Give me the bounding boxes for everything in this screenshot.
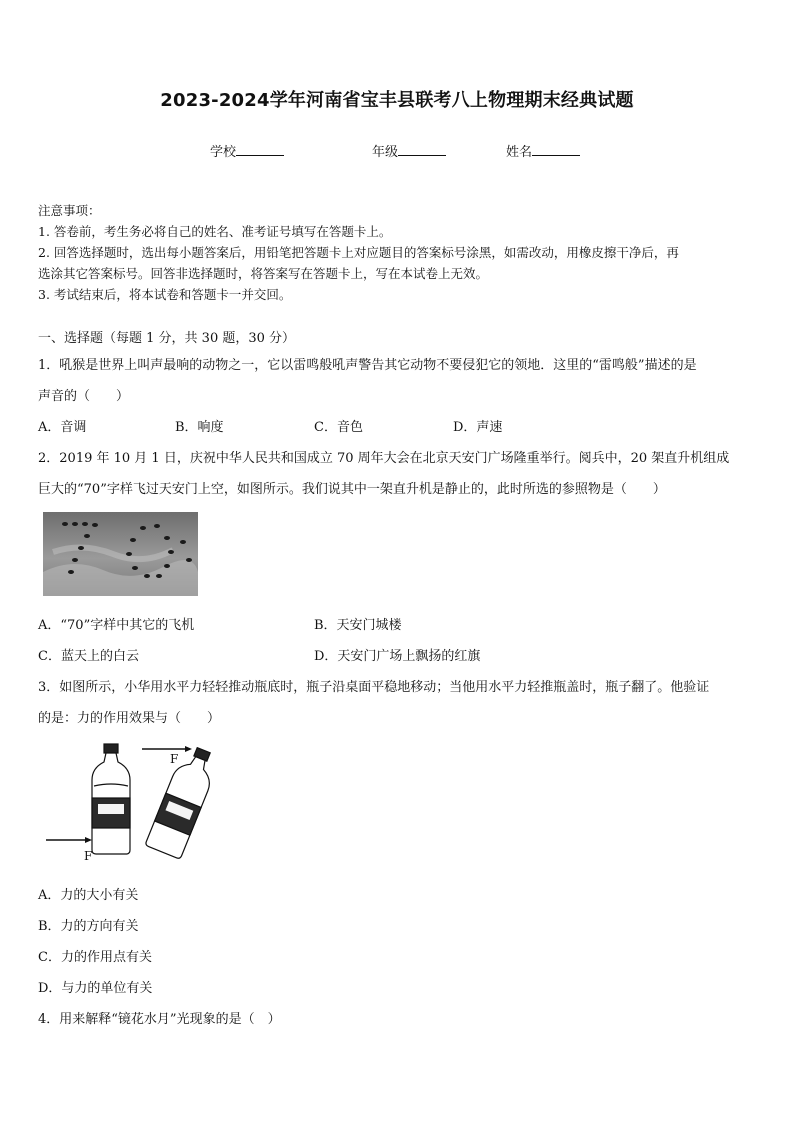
page-title: 2023-2024学年河南省宝丰县联考八上物理期末经典试题 [160, 90, 634, 111]
force-label-top: F [170, 752, 179, 766]
notes-item-3: 3. 考试结束后，将本试卷和答题卡一并交回。 [38, 287, 292, 302]
q2-option-d: D．天安门广场上飘扬的红旗 [314, 649, 481, 664]
q3-option-b: B．力的方向有关 [38, 919, 139, 934]
q2-option-a: A．“70”字样中其它的飞机 [38, 618, 195, 633]
school-blank [236, 143, 284, 156]
bottle-force-figure [42, 738, 222, 866]
grade-label: 年级 [372, 145, 399, 160]
section-heading: 一、选择题（每题 1 分，共 30 题，30 分） [38, 331, 296, 346]
force-label-bottom: F [84, 849, 93, 863]
name-field [506, 141, 580, 160]
q1-line2: 声音的（ ） [38, 389, 130, 404]
grade-field [372, 141, 446, 160]
helicopter-formation-photo [43, 512, 198, 596]
name-blank [532, 143, 580, 156]
q1-option-a: A．音调 [38, 420, 87, 435]
name-label: 姓名 [506, 145, 533, 160]
q3-option-a: A．力的大小有关 [38, 888, 139, 903]
q3-line1: 3．如图所示，小华用水平力轻轻推动瓶底时，瓶子沿桌面平稳地移动；当他用水平力轻推瓶盖时，瓶子翻了。他验证 [38, 680, 710, 695]
helicopter-formation-image [43, 512, 198, 596]
notes-heading: 注意事项： [38, 203, 101, 218]
q4-line1: 4．用来解释“镜花水月”光现象的是（ ） [38, 1012, 281, 1027]
notes-item-1: 1. 答卷前，考生务必将自己的姓名、准考证号填写在答题卡上。 [38, 224, 392, 239]
q2-option-b: B．天安门城楼 [314, 618, 402, 633]
q1-option-c: C．音色 [314, 420, 363, 435]
q1-line1: 1．吼猴是世界上叫声最响的动物之一，它以雷鸣般吼声警告其它动物不要侵犯它的领地．这里的“雷鸣般”描述的是 [38, 358, 697, 373]
tilted-bottle [145, 743, 221, 859]
bottle-force-image [42, 738, 222, 866]
q1-option-d: D．声速 [453, 420, 503, 435]
q2-line2: 巨大的“70”字样飞过天安门上空，如图所示。我们说其中一架直升机是静止的，此时所选的参照物是（ ） [38, 482, 666, 497]
q3-line2: 的是：力的作用效果与（ ） [38, 711, 221, 726]
q3-option-c: C．力的作用点有关 [38, 950, 152, 965]
notes-item-2: 2. 回答选择题时，选出每小题答案后，用铅笔把答题卡上对应题目的答案标号涂黑，如需改动，用橡皮擦干净后，再 [38, 245, 679, 260]
grade-blank [398, 143, 446, 156]
q2-line1: 2．2019 年 10 月 1 日，庆祝中华人民共和国成立 70 周年大会在北京天安门广场隆重举行。阅兵中，20 架直升机组成 [38, 451, 730, 466]
q2-option-c: C．蓝天上的白云 [38, 649, 139, 664]
q3-option-d: D．与力的单位有关 [38, 981, 153, 996]
school-field [210, 141, 284, 160]
q1-option-b: B．响度 [175, 420, 224, 435]
upright-bottle [92, 744, 130, 854]
school-label: 学校 [210, 145, 237, 160]
notes-item-2-cont: 选涂其它答案标号。回答非选择题时，将答案写在答题卡上，写在本试卷上无效。 [38, 266, 489, 281]
